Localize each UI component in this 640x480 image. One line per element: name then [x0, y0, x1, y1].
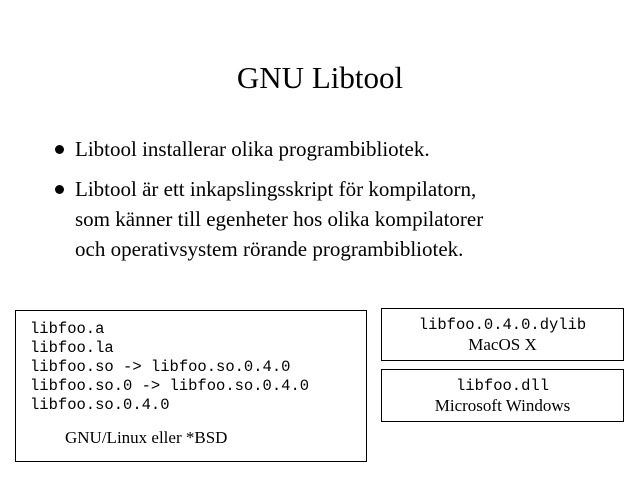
bullet-text-line: Libtool installerar olika programbibliotek. [75, 137, 430, 161]
bullet-item [52, 134, 612, 164]
linux-file-list [30, 320, 309, 415]
bullet-list [52, 134, 612, 274]
library-filename: libfoo.dll [455, 377, 549, 395]
bullet-text-line: som känner till egenheter hos olika kompilatorer [75, 207, 484, 231]
bullet-icon [55, 145, 64, 154]
bullet-item [52, 174, 612, 264]
bullet-text-line: Libtool är ett inkapslingsskript för kompilatorn, [75, 177, 477, 201]
library-filename: libfoo.la [30, 339, 114, 357]
library-filename: libfoo.so -> libfoo.so.0.4.0 [30, 358, 291, 376]
slide-title: GNU Libtool [236, 60, 404, 95]
mac-caption: MacOS X [468, 335, 537, 354]
library-filename: libfoo.so.0.4.0 [30, 396, 170, 414]
linux-caption: GNU/Linux eller *BSD [65, 428, 228, 447]
bullet-text-line: och operativsystem rörande programbibliotek. [75, 237, 464, 261]
linux-library-box [15, 310, 367, 462]
windows-caption: Microsoft Windows [434, 396, 571, 415]
library-filename: libfoo.so.0 -> libfoo.so.0.4.0 [30, 377, 310, 395]
windows-library-box [381, 369, 624, 422]
library-filename: libfoo.0.4.0.dylib [418, 316, 587, 334]
mac-library-box [381, 308, 624, 361]
bullet-icon [55, 185, 64, 194]
library-filename: libfoo.a [30, 320, 105, 338]
